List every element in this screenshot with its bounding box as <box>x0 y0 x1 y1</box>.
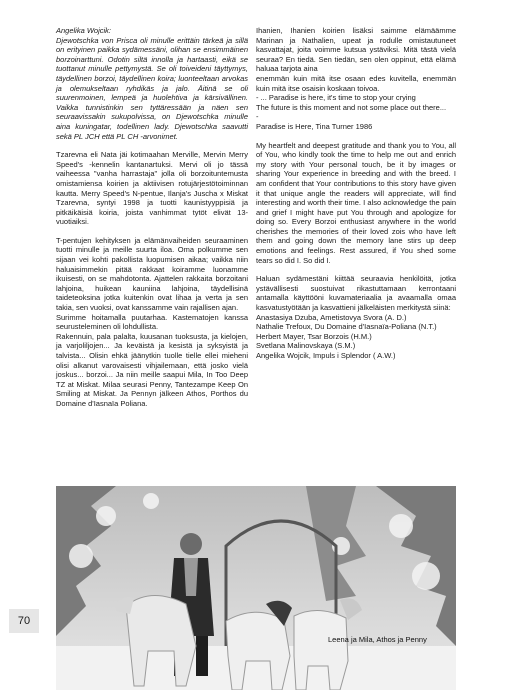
tzarevna-paragraph: Tzarevna eli Nata jäi kotimaahan Merville, Mervin Merry Speed's -kennelin kantanartuksi. Mervi oli jo tässä vaiheessa "vanha harrastaja" jolla oli borzoituntemusta omistamiensa koirien ja aktiivisen rotujärjestötoiminnan kautta. Merry Speed's N-pentue, Ilanja's Juscha x Miskat Tzarevna, syntyi 1998 ja tuotti kaunistyyppisiä ja pitkäikäisiä koiria, joista vanhimmat tytöt elivät 13-vuotiaiksi. <box>56 150 248 227</box>
thanks-paragraph: Haluan sydämestäni kiittää seuraavia henkilöitä, jotka ystävällisesti suostuivat rikastuttamaan kerrontaani antamalla käyttööni kuvamateriaalia ja avaamalla omaa kasvatustyötään ja kasvattieni jälkeläisten merkitystä siinä: Anastasiya Dzuba, Ametistovya Svora (A. D.) Nathalie Trefoux, Du Domaine d'Iasnaïa-Poliana (N.T.) Herbert Mayer, Tsar Borzois (H.M.) Svetlana Malinovskaya (S.M.) Angelika Wojcik, Impuls i Splendor ( A.W.) <box>256 274 456 360</box>
photo-caption: Leena ja Mila, Athos ja Penny <box>328 635 427 644</box>
left-column <box>56 26 248 418</box>
gratitude-paragraph: My heartfelt and deepest gratitude and thank you to You, all of You, who kindly took the time to help me out and enrich my story with Your personal touch, be it by images or sharing Your experience in breeding and with the breed. I am confident that Your contributions to this story have given it that unique angle the readers will appreciate, will find interesting and worth their time. I also acknowledge the pain and grief I might have put You through and apologize for doing so. Every Borzoi enthusiast anywhere in the world cherishes the memories of their loved zois who have left them and going down the memory lane stirs up deep emotions and feelings. Rest assured, if You shed some tears so did I. So did I. <box>256 140 456 265</box>
breeders-paragraph: Ihanien, Ihanien koirien lisäksi saimme elämäämme Marinan ja Nathalien, upeat ja rodulle omistautuneet kasvattajat, joita voimme kutsua ystäviksi. Mitä tästä vielä seuraa? En tiedä. Sen tiedän, sen olen oppinut, että elämä haluaa tarjota aina enemmän kuin mitä itse osaan edes kuvitella, enemmän kuin mitä itse osaisin koskaan toivoa. - ... Paradise is here, it's time to stop your crying The future is this moment and not some place out there... - Paradise is Here, Tina Turner 1986 <box>256 26 456 131</box>
page-number: 70 <box>9 609 39 633</box>
winter-photo <box>56 486 456 690</box>
right-column <box>256 26 456 370</box>
t-litter-paragraph: T-pentujen kehityksen ja elämänvaiheiden seuraaminen tuotti minulle ja meille suurta iloa. Oma polkumme sen sijaan vei kohti pakollista luopumisen aikaa; vaikka niin haluaisimmekin pitää rakkaat koiramme luonamme ikuisesti, on se mahdotonta. Ajattelen rakkaita borzoitani lahjoina, huikean kauniina lahjoina, täydellisinä taideteoksina jotka kuitenkin ovat lihaa ja verta ja sen takia, sen vuoksi, ovat kanssamme vain rajallisen ajan. Surimme hoitamalla puutarhaa. Kastematojen kanssa seurusteleminen oli lohdullista. Rakennuin, pala palalta, kuusanan tuoksusta, ja kielojen, ja varjoliljojen... Ja keväistä ja kesistä ja syksyistä ja talvista... Olisin ehkä jäänytkin tuolle tielle ellei mieheni olisi alkanut varovaisesti vihjailemaan, että josko vielä joskus... borzoi... Ja niin meille saapui Mila, In Too Deep TZ at Miskat. Milaa seurasi Penny, Tantezampe Keep On Smiling at Miskat. Ja Pennyn jälkeen Athos, Porthos du Domaine d'Iasnaïa Poliana. <box>56 235 248 408</box>
photo-illustration <box>56 486 456 690</box>
angelika-quote: Angelika Wojcik: Djewotschka von Prisca oli minulle erittäin tärkeä ja sillä on erityinen paikka sydämessäni, olihan se ensimmäinen borzoinarttuni. Odotin siltä innolla ja hartaasti, eikä se tuottanut minulle pettymystä. Se oli toiveideni täyttymys, täydellinen borzoi, täydellinen koira; luonteeltaan arvokas ja olemukseltaan ryhdikäs ja jalo. Äitinä se oli suurenmoinen, lempeä ja huolehtiva ja kärsivällinen. Vaikka tunnistinkin sen tyttäressään ja näen sen seuraavissakin sukupolvissa, on Djewotschka minulle aina kuningatar, todellinen lady. Djewotschka saavutti sekä PL JCH että PL CH -arvonimet. <box>56 26 248 141</box>
